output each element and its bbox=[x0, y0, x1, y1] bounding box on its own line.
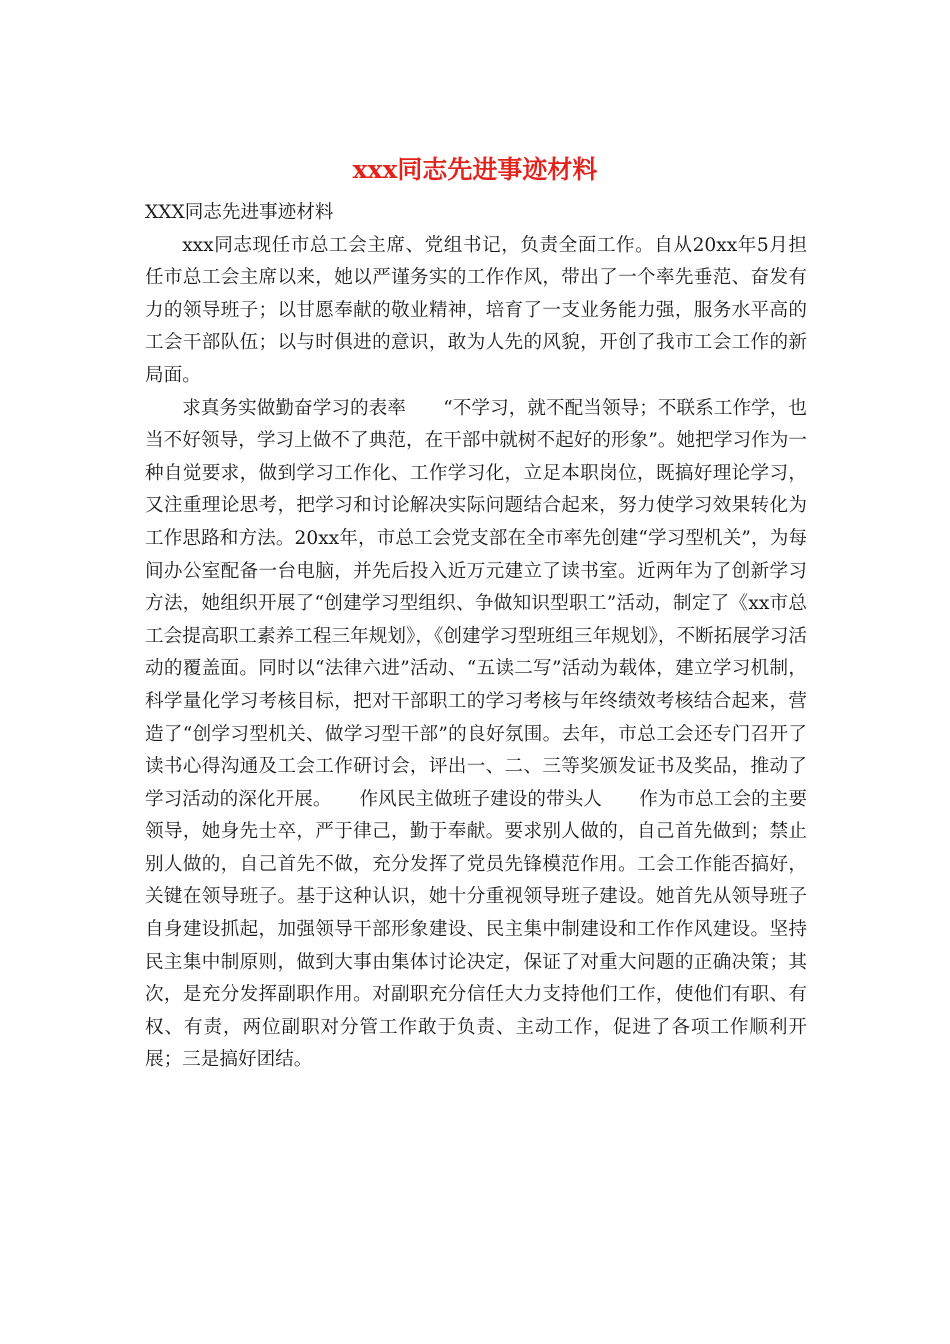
document-subtitle: XXX同志先进事迹材料 bbox=[145, 202, 334, 223]
paragraph-main: 求真务实做勤奋学习的表率 “不学习，就不配当领导；不联系工作学，也当不好领导，学习上做不了典范，在干部中就树不起好的形象”。她把学习作为一种自觉要求，做到学习工作化、工作学习化，立足本职岗位，既搞好理论学习，又注重理论思考，把学习和讨论解决实际问题结合起来，努力使学习效果转化为工作思路和方法。20xx年，市总工会党支部在全市率先创建“学习型机关”，为每间办公室配备一台电脑，并先后投入近万元建立了读书室。近两年为了创新学习方法，她组织开展了“创建学习型组织、争做知识型职工”活动，制定了《xx市总工会提高职工素养工程三年规划》，《创建学习型班组三年规划》，不断拓展学习活动的覆盖面。同时以“法律六进”活动、“五读二写”活动为载体，建立学习机制，科学量化学习考核目标，把对干部职工的学习考核与年终绩效考核结合起来，营造了“创学习型机关、做学习型干部”的良好氛围。去年，市总工会还专门召开了读书心得沟通及工会工作研讨会，评出一、二、三等奖颁发证书及奖品，推动了学习活动的深化开展。 作风民主做班子建设的带头人 作为市总工会的主要领导，她身先士卒，严于律己，勤于奉献。要求别人做的，自己首先做到；禁止别人做的，自己首先不做，充分发挥了党员先锋模范作用。工会工作能否搞好，关键在领导班子。基于这种认识，她十分重视领导班子建设。她首先从领导班子自身建设抓起，加强领导干部形象建设、民主集中制建设和工作作风建设。坚持民主集中制原则，做到大事由集体讨论决定，保证了对重大问题的正确决策；其次，是充分发挥副职作用。对副职充分信任大力支持他们工作，使他们有职、有权、有责，两位副职对分管工作敢于负责、主动工作，促进了各项工作顺利开展；三是搞好团结。 bbox=[145, 397, 807, 1071]
document-body bbox=[145, 197, 807, 1077]
paragraph-intro: xxx同志现任市总工会主席、党组书记，负责全面工作。自从20xx年5月担任市总工会主席以来，她以严谨务实的工作作风，带出了一个率先垂范、奋发有力的领导班子；以甘愿奉献的敬业精神，培育了一支业务能力强，服务水平高的工会干部队伍；以与时俱进的意识，敢为人先的风貌，开创了我市工会工作的新局面。 bbox=[145, 234, 807, 386]
document-title: xxx同志先进事迹材料 bbox=[352, 155, 598, 184]
